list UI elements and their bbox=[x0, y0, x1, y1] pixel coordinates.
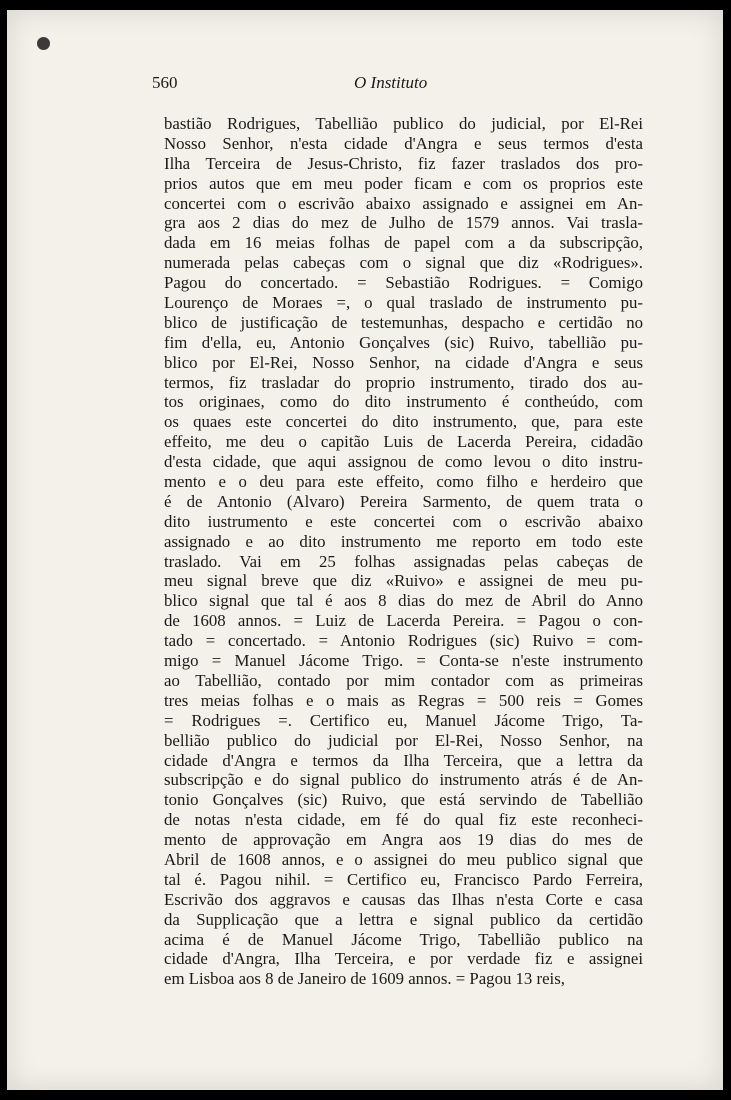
text-line: tres meias folhas e o mais as Regras = 500 reis = Gomes bbox=[164, 690, 643, 710]
text-line: é de Antonio (Alvaro) Pereira Sarmento, de quem trata o bbox=[164, 491, 643, 511]
text-line: dito iustrumento e este concertei com o escrivão abaixo bbox=[164, 511, 643, 531]
text-line: mento e o deu para este effeito, como filho e herdeiro que bbox=[164, 472, 643, 492]
text-line: em Lisboa aos 8 de Janeiro de 1609 annos. = Pagou 13 reis, bbox=[164, 969, 565, 989]
text-line: = Rodrigues =. Certifico eu, Manuel Jácome Trigo, Ta- bbox=[164, 710, 643, 730]
body-text bbox=[164, 114, 643, 989]
text-line: tado = concertado. = Antonio Rodrigues (sic) Ruivo = com- bbox=[164, 631, 643, 651]
text-line: Abril de 1608 annos, e o assignei do meu publico signal que bbox=[164, 849, 643, 869]
running-head bbox=[7, 73, 723, 97]
text-line: bellião publico do judicial por El-Rei, Nosso Senhor, na bbox=[164, 730, 643, 750]
text-line: Ilha Terceira de Jesus-Christo, fiz fazer traslados dos pro- bbox=[164, 153, 643, 173]
text-line: d'esta cidade, que aqui assignou de como levou o dito instru- bbox=[164, 452, 643, 472]
text-line: ao Tabellião, contado por mim contador com as primeiras bbox=[164, 670, 643, 690]
text-line: blico signal que tal é aos 8 dias do mez de Abril do Anno bbox=[164, 591, 643, 611]
text-line: traslado. Vai em 25 folhas assignadas pelas cabeças de bbox=[164, 551, 643, 571]
scanned-page bbox=[7, 10, 723, 1090]
text-line: numerada pelas cabeças com o signal que diz «Rodrigues». bbox=[164, 253, 643, 273]
text-line: meu signal breve que diz «Ruivo» e assignei de meu pu- bbox=[164, 571, 643, 591]
text-line: concertei com o escrivão abaixo assignado e assignei em An- bbox=[164, 193, 643, 213]
page-number: 560 bbox=[152, 73, 178, 92]
text-line: de notas n'esta cidade, em fé do qual fiz este reconheci- bbox=[164, 810, 643, 830]
text-line: tos originaes, como do dito instrumento é contheúdo, com bbox=[164, 392, 643, 412]
text-line: tal é. Pagou nihil. = Certifico eu, Francisco Pardo Ferreira, bbox=[164, 869, 643, 889]
text-line: prios autos que em meu poder ficam e com os proprios este bbox=[164, 173, 643, 193]
text-line: cidade d'Angra e termos da Ilha Terceira, que a lettra da bbox=[164, 750, 643, 770]
text-line: migo = Manuel Jácome Trigo. = Conta-se n'este instrumento bbox=[164, 651, 643, 671]
text-line: assignado e ao dito instrumento me reporto em todo este bbox=[164, 531, 643, 551]
text-line: cidade d'Angra, Ilha Terceira, e por verdade fiz e assignei bbox=[164, 949, 643, 969]
text-line: Escrivão dos aggravos e causas das Ilhas n'esta Corte e casa bbox=[164, 889, 643, 909]
text-line: Lourenço de Moraes =, o qual traslado de instrumento pu- bbox=[164, 293, 643, 313]
text-line: da Supplicação que a lettra e signal publico da certidão bbox=[164, 909, 643, 929]
text-line: tonio Gonçalves (sic) Ruivo, que está servindo de Tabellião bbox=[164, 790, 643, 810]
text-line: effeito, me deu o capitão Luis de Lacerda Pereira, cidadão bbox=[164, 432, 643, 452]
text-line: gra aos 2 dias do mez de Julho de 1579 annos. Vai trasla- bbox=[164, 213, 643, 233]
text-line: Nosso Senhor, n'esta cidade d'Angra e seus termos d'esta bbox=[164, 133, 643, 153]
journal-title: O Instituto bbox=[354, 73, 428, 92]
text-line: os quaes este concertei do dito instrumento, que, para este bbox=[164, 412, 643, 432]
text-line: de 1608 annos. = Luiz de Lacerda Pereira. = Pagou o con- bbox=[164, 611, 643, 631]
text-line: blico por El-Rei, Nosso Senhor, na cidade d'Angra e seus bbox=[164, 352, 643, 372]
text-line: blico de justificação de testemunhas, despacho e certidão no bbox=[164, 312, 643, 332]
text-line: mento de approvação em Angra aos 19 dias do mes de bbox=[164, 830, 643, 850]
binding-hole bbox=[37, 37, 50, 50]
text-line: acima é de Manuel Jácome Trigo, Tabellião publico na bbox=[164, 929, 643, 949]
text-line: termos, fiz trasladar do proprio instrumento, tirado dos au- bbox=[164, 372, 643, 392]
text-line: subscripção e do signal publico do instrumento atrás é de An- bbox=[164, 770, 643, 790]
text-line: bastião Rodrigues, Tabellião publico do judicial, por El-Rei bbox=[164, 114, 643, 133]
text-line: dada em 16 meias folhas de papel com a da subscripção, bbox=[164, 233, 643, 253]
text-line: fim d'ella, eu, Antonio Gonçalves (sic) Ruivo, tabellião pu- bbox=[164, 332, 643, 352]
text-line: Pagou do concertado. = Sebastião Rodrigues. = Comigo bbox=[164, 273, 643, 293]
